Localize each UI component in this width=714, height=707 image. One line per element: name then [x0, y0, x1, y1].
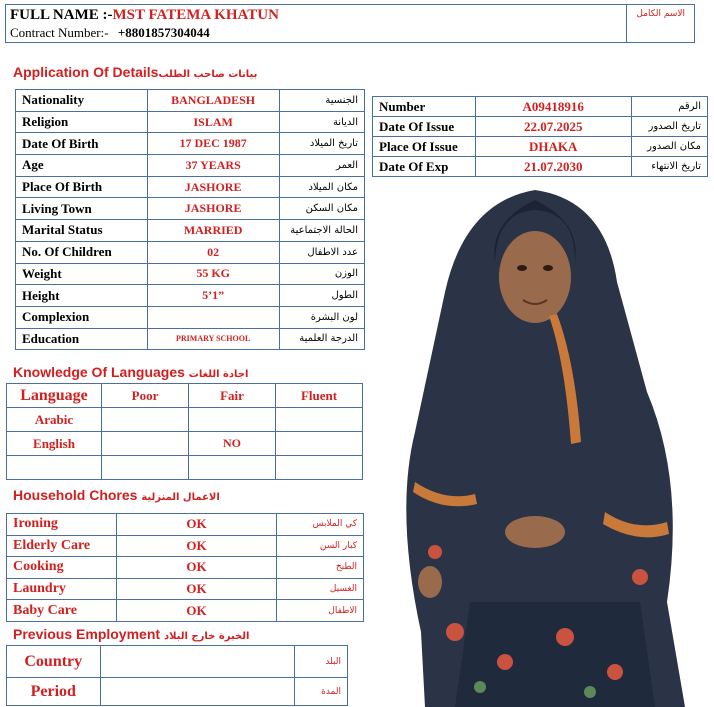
detail-value: 5’1”	[147, 285, 279, 307]
employment-title-ar: الخبرة خارج البلاد	[163, 631, 250, 642]
detail-value: 55 KG	[147, 263, 279, 285]
passport-label: Date Of Issue	[373, 117, 476, 137]
chore-ar: الغسيل	[277, 578, 364, 600]
lang-poor	[102, 408, 189, 432]
lang-header-fluent: Fluent	[276, 384, 363, 408]
lang-header-fair: Fair	[189, 384, 276, 408]
chores-title	[13, 487, 220, 503]
chore-label: Laundry	[7, 578, 117, 600]
table-row	[16, 285, 365, 307]
table-row	[7, 678, 348, 706]
details-title-text: Application Of Details	[13, 64, 159, 80]
passport-ar: الرقم	[631, 97, 707, 117]
table-row	[7, 514, 364, 536]
table-row	[16, 328, 365, 350]
contract-line	[10, 25, 210, 41]
employment-title-text: Previous Employment	[13, 626, 161, 642]
person-photo	[385, 182, 690, 707]
table-row	[7, 456, 363, 480]
employment-country-value	[100, 646, 294, 678]
table-row	[16, 133, 365, 155]
passport-ar: تاريخ الانتهاء	[631, 157, 707, 177]
lang-fluent	[276, 408, 363, 432]
detail-ar: الجنسية	[279, 90, 364, 112]
lang-fair: NO	[189, 432, 276, 456]
detail-value: 37 YEARS	[147, 155, 279, 177]
lang-header-language: Language	[7, 384, 102, 408]
detail-ar: الطول	[279, 285, 364, 307]
table-row	[7, 600, 364, 622]
employment-period-ar: المدة	[294, 678, 347, 706]
employment-country-ar: البلد	[294, 646, 347, 678]
detail-ar: الديانة	[279, 111, 364, 133]
table-row	[373, 97, 708, 117]
detail-label: Living Town	[16, 198, 148, 220]
detail-value: 17 DEC 1987	[147, 133, 279, 155]
chore-value: OK	[116, 535, 276, 557]
chore-ar: الطبخ	[277, 557, 364, 579]
chore-value: OK	[116, 514, 276, 536]
details-table	[15, 89, 365, 350]
detail-label: No. Of Children	[16, 241, 148, 263]
table-row	[16, 220, 365, 242]
table-row	[7, 408, 363, 432]
detail-value: BANGLADESH	[147, 90, 279, 112]
detail-value: PRIMARY SCHOOL	[147, 328, 279, 350]
table-row	[16, 263, 365, 285]
passport-value: 21.07.2030	[475, 157, 631, 177]
detail-value	[147, 306, 279, 328]
employment-title	[13, 626, 249, 642]
lang-poor	[102, 432, 189, 456]
detail-label: Nationality	[16, 90, 148, 112]
lang-name: English	[7, 432, 102, 456]
employment-period-value	[100, 678, 294, 706]
table-row	[373, 117, 708, 137]
chores-title-text: Household Chores	[13, 487, 138, 503]
lang-fluent	[276, 456, 363, 480]
detail-label: Height	[16, 285, 148, 307]
passport-ar: مكان الصدور	[631, 137, 707, 157]
detail-ar: الحالة الاجتماعية	[279, 220, 364, 242]
table-row	[16, 90, 365, 112]
header-box	[5, 4, 695, 43]
languages-title	[13, 364, 248, 380]
employment-table	[6, 645, 348, 706]
table-row	[7, 432, 363, 456]
lang-name	[7, 456, 102, 480]
detail-value: MARRIED	[147, 220, 279, 242]
detail-ar: عدد الاطفال	[279, 241, 364, 263]
table-row	[373, 157, 708, 177]
full-name-line	[10, 7, 279, 24]
table-row	[373, 137, 708, 157]
details-title-ar: بيانات صاحب الطلب	[158, 69, 258, 80]
detail-value: ISLAM	[147, 111, 279, 133]
lang-fluent	[276, 432, 363, 456]
detail-ar: تاريخ الميلاد	[279, 133, 364, 155]
detail-label: Date Of Birth	[16, 133, 148, 155]
table-row	[16, 241, 365, 263]
detail-ar: مكان السكن	[279, 198, 364, 220]
detail-value: JASHORE	[147, 198, 279, 220]
contract-number: +8801857304044	[117, 25, 210, 40]
languages-title-text: Knowledge Of Languages	[13, 364, 185, 380]
chore-value: OK	[116, 578, 276, 600]
table-row	[7, 646, 348, 678]
detail-ar: لون البشرة	[279, 306, 364, 328]
full-name-label: FULL NAME :-	[10, 7, 113, 23]
passport-value: DHAKA	[475, 137, 631, 157]
table-row	[16, 198, 365, 220]
detail-value: JASHORE	[147, 176, 279, 198]
lang-poor	[102, 456, 189, 480]
detail-label: Religion	[16, 111, 148, 133]
lang-fair	[189, 408, 276, 432]
detail-label: Marital Status	[16, 220, 148, 242]
employment-period-label: Period	[7, 678, 101, 706]
details-title	[13, 64, 257, 80]
chore-value: OK	[116, 600, 276, 622]
chore-ar: الاطفال	[277, 600, 364, 622]
passport-value: A09418916	[475, 97, 631, 117]
chores-table	[6, 513, 364, 622]
passport-label: Place Of Issue	[373, 137, 476, 157]
chore-label: Baby Care	[7, 600, 117, 622]
detail-ar: مكان الميلاد	[279, 176, 364, 198]
detail-label: Weight	[16, 263, 148, 285]
detail-ar: العمر	[279, 155, 364, 177]
passport-label: Date Of Exp	[373, 157, 476, 177]
detail-label: Education	[16, 328, 148, 350]
table-row	[16, 306, 365, 328]
table-row	[7, 578, 364, 600]
full-name: MST FATEMA KHATUN	[112, 7, 279, 23]
languages-table	[6, 383, 363, 480]
chore-label: Cooking	[7, 557, 117, 579]
table-row	[7, 557, 364, 579]
table-row	[7, 535, 364, 557]
chores-title-ar: الاعمال المنزلية	[141, 492, 220, 503]
chore-ar: كبار السن	[277, 535, 364, 557]
passport-label: Number	[373, 97, 476, 117]
detail-label: Place Of Birth	[16, 176, 148, 198]
passport-value: 22.07.2025	[475, 117, 631, 137]
detail-value: 02	[147, 241, 279, 263]
passport-table	[372, 96, 708, 177]
chore-value: OK	[116, 557, 276, 579]
chore-label: Elderly Care	[7, 535, 117, 557]
chore-ar: كي الملابس	[277, 514, 364, 536]
detail-ar: الوزن	[279, 263, 364, 285]
passport-ar: تاريخ الصدور	[631, 117, 707, 137]
employment-country-label: Country	[7, 646, 101, 678]
detail-label: Age	[16, 155, 148, 177]
lang-name: Arabic	[7, 408, 102, 432]
person-photo-icon	[385, 182, 690, 707]
contract-label: Contract Number:-	[10, 25, 109, 40]
chore-label: Ironing	[7, 514, 117, 536]
detail-ar: الدرجة العلمية	[279, 328, 364, 350]
table-row	[16, 111, 365, 133]
lang-fair	[189, 456, 276, 480]
languages-title-ar: اجادة اللغات	[188, 369, 249, 380]
table-row	[16, 155, 365, 177]
detail-label: Complexion	[16, 306, 148, 328]
full-name-ar: الاسم الكامل	[636, 9, 685, 19]
table-row	[16, 176, 365, 198]
lang-header-poor: Poor	[102, 384, 189, 408]
